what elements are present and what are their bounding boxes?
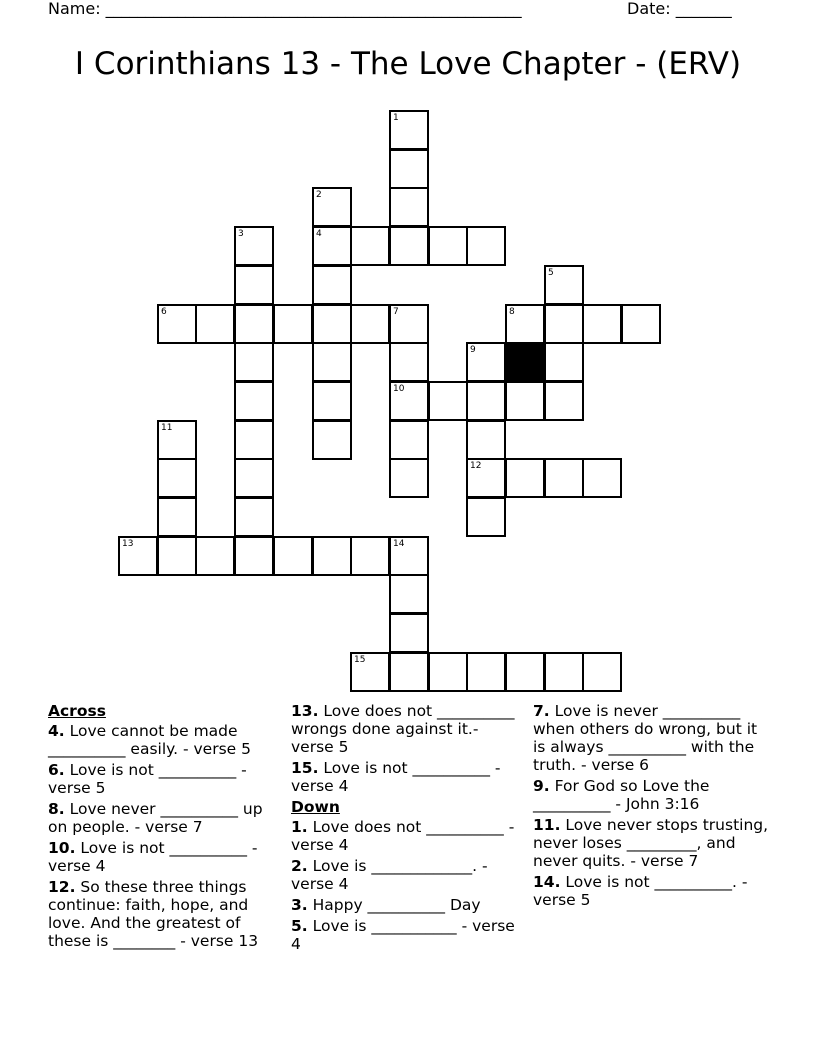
clue-text: Love is never __________ when others do wrong, but it is always __________ with the truth. - verse 6 [533, 702, 758, 774]
clue-number-label: 6 [161, 307, 167, 317]
clue-number-label: 3 [238, 229, 244, 239]
clue-number: 7. [533, 702, 550, 720]
clue-number-label: 13 [122, 539, 134, 549]
clue-text: Love is not __________ - verse 5 [48, 761, 247, 797]
crossword-cell[interactable] [389, 110, 429, 150]
crossword-cell[interactable] [544, 342, 584, 382]
clue-number-label: 1 [393, 113, 399, 123]
crossword-cell[interactable] [312, 381, 352, 421]
crossword-cell[interactable] [544, 381, 584, 421]
clue-number: 10. [48, 839, 76, 857]
crossword-cell[interactable] [389, 613, 429, 653]
crossword-cell[interactable] [389, 458, 429, 498]
name-field-label: Name: ____________________________________________________ [48, 0, 522, 18]
crossword-cell[interactable] [428, 652, 468, 692]
crossword-cell[interactable] [312, 226, 352, 266]
clue-item [533, 873, 769, 909]
crossword-cell[interactable] [466, 458, 506, 498]
crossword-cell[interactable] [157, 304, 197, 344]
clue-number: 2. [291, 857, 308, 875]
crossword-cell[interactable] [389, 536, 429, 576]
clue-number: 13. [291, 702, 319, 720]
crossword-cell[interactable] [505, 304, 545, 344]
crossword-cell[interactable] [312, 536, 352, 576]
clue-number: 8. [48, 800, 65, 818]
crossword-cell[interactable] [428, 226, 468, 266]
clue-text: Love does not __________ - verse 4 [291, 818, 515, 854]
crossword-cell[interactable] [312, 304, 352, 344]
crossword-cell[interactable] [234, 342, 274, 382]
clue-item [291, 917, 523, 953]
crossword-cell[interactable] [312, 342, 352, 382]
crossword-cell[interactable] [389, 574, 429, 614]
clue-text: Love is not __________. - verse 5 [533, 873, 748, 909]
crossword-cell[interactable] [157, 458, 197, 498]
crossword-cell[interactable] [195, 536, 235, 576]
crossword-cell[interactable] [582, 652, 622, 692]
crossword-cell[interactable] [234, 226, 274, 266]
clue-text: Love cannot be made __________ easily. - verse 5 [48, 722, 251, 758]
crossword-cell[interactable] [505, 652, 545, 692]
clue-column-1 [48, 702, 284, 953]
clue-item [48, 800, 284, 836]
clue-item [48, 761, 284, 797]
clue-number: 15. [291, 759, 319, 777]
crossword-cell[interactable] [389, 342, 429, 382]
crossword-cell[interactable] [466, 342, 506, 382]
crossword-cell[interactable] [389, 226, 429, 266]
crossword-cell[interactable] [582, 458, 622, 498]
clue-number-label: 10 [393, 384, 405, 394]
clue-column-2 [291, 702, 523, 956]
crossword-cell[interactable] [389, 149, 429, 189]
crossword-cell[interactable] [234, 420, 274, 460]
clue-text: Happy __________ Day [312, 896, 481, 914]
clue-number: 14. [533, 873, 561, 891]
clue-text: Love does not __________ wrongs done against it.- verse 5 [291, 702, 515, 756]
clue-text: Love never __________ up on people. - verse 7 [48, 800, 263, 836]
clue-item [48, 878, 284, 950]
crossword-cell[interactable] [312, 187, 352, 227]
crossword-cell[interactable] [234, 265, 274, 305]
clue-item [533, 702, 769, 774]
clue-column-3 [533, 702, 769, 912]
clue-number-label: 12 [470, 461, 482, 471]
crossword-cell[interactable] [466, 652, 506, 692]
clue-item [291, 818, 523, 854]
clue-item [291, 759, 523, 795]
crossword-cell[interactable] [234, 381, 274, 421]
crossword-cell[interactable] [195, 304, 235, 344]
crossword-cell[interactable] [389, 381, 429, 421]
crossword-cell[interactable] [273, 536, 313, 576]
crossword-cell[interactable] [505, 458, 545, 498]
crossword-cell[interactable] [389, 420, 429, 460]
clue-number-label: 14 [393, 539, 405, 549]
clue-item [48, 722, 284, 758]
clue-item [291, 702, 523, 756]
clue-number-label: 4 [316, 229, 322, 239]
date-field-label: Date: _______ [627, 0, 732, 18]
clue-number-label: 11 [161, 423, 173, 433]
clue-text: Love is not __________ - verse 4 [48, 839, 258, 875]
crossword-cell[interactable] [350, 652, 390, 692]
clue-text: Love is _____________. - verse 4 [291, 857, 488, 893]
crossword-cell[interactable] [466, 497, 506, 537]
clue-number-label: 2 [316, 190, 322, 200]
crossword-cell[interactable] [157, 497, 197, 537]
clue-text: Love is not __________ - verse 4 [291, 759, 501, 795]
clue-number: 3. [291, 896, 308, 914]
crossword-cell[interactable] [234, 497, 274, 537]
crossword-cell[interactable] [544, 458, 584, 498]
crossword-cell[interactable] [350, 536, 390, 576]
puzzle-title: I Corinthians 13 - The Love Chapter - (ERV) [74, 46, 742, 82]
clue-item [533, 777, 769, 813]
across-heading: Across [48, 702, 106, 720]
crossword-cell[interactable] [544, 304, 584, 344]
crossword-cell[interactable] [389, 187, 429, 227]
clue-number: 9. [533, 777, 550, 795]
clue-number: 5. [291, 917, 308, 935]
crossword-cell[interactable] [118, 536, 158, 576]
crossword-cell[interactable] [466, 381, 506, 421]
crossword-cell[interactable] [234, 458, 274, 498]
clue-item [533, 816, 769, 870]
crossword-cell[interactable] [389, 652, 429, 692]
clue-item [291, 857, 523, 893]
clue-number: 4. [48, 722, 65, 740]
crossword-cell[interactable] [350, 304, 390, 344]
clue-text: So these three things continue: faith, hope, and love. And the greatest of these is ________ - verse 13 [48, 878, 259, 950]
crossword-cell[interactable] [544, 652, 584, 692]
clue-number-label: 15 [354, 655, 366, 665]
crossword-cell[interactable] [312, 420, 352, 460]
crossword-cell[interactable] [234, 536, 274, 576]
crossword-cell[interactable] [544, 265, 584, 305]
clue-text: Love is ___________ - verse 4 [291, 917, 515, 953]
crossword-cell[interactable] [505, 381, 545, 421]
crossword-cell[interactable] [350, 226, 390, 266]
crossword-cell[interactable] [157, 420, 197, 460]
clue-number-label: 7 [393, 307, 399, 317]
crossword-cell[interactable] [466, 420, 506, 460]
clue-number-label: 8 [509, 307, 515, 317]
crossword-cell[interactable] [234, 304, 274, 344]
clue-text: For God so Love the __________ - John 3:16 [533, 777, 710, 813]
down-heading: Down [291, 798, 340, 816]
clue-number-label: 5 [548, 268, 554, 278]
clue-number-label: 9 [470, 345, 476, 355]
crossword-cell[interactable] [273, 304, 313, 344]
clue-item [291, 896, 523, 914]
clue-item [48, 839, 284, 875]
clue-number: 1. [291, 818, 308, 836]
crossword-block-cell [505, 342, 545, 382]
crossword-cell[interactable] [157, 536, 197, 576]
crossword-cell[interactable] [389, 304, 429, 344]
crossword-cell[interactable] [582, 304, 622, 344]
crossword-cell[interactable] [466, 226, 506, 266]
crossword-cell[interactable] [312, 265, 352, 305]
crossword-cell[interactable] [621, 304, 661, 344]
crossword-cell[interactable] [428, 381, 468, 421]
clue-number: 11. [533, 816, 561, 834]
clue-text: Love never stops trusting, never loses _________, and never quits. - verse 7 [533, 816, 769, 870]
clue-number: 6. [48, 761, 65, 779]
clue-number: 12. [48, 878, 76, 896]
